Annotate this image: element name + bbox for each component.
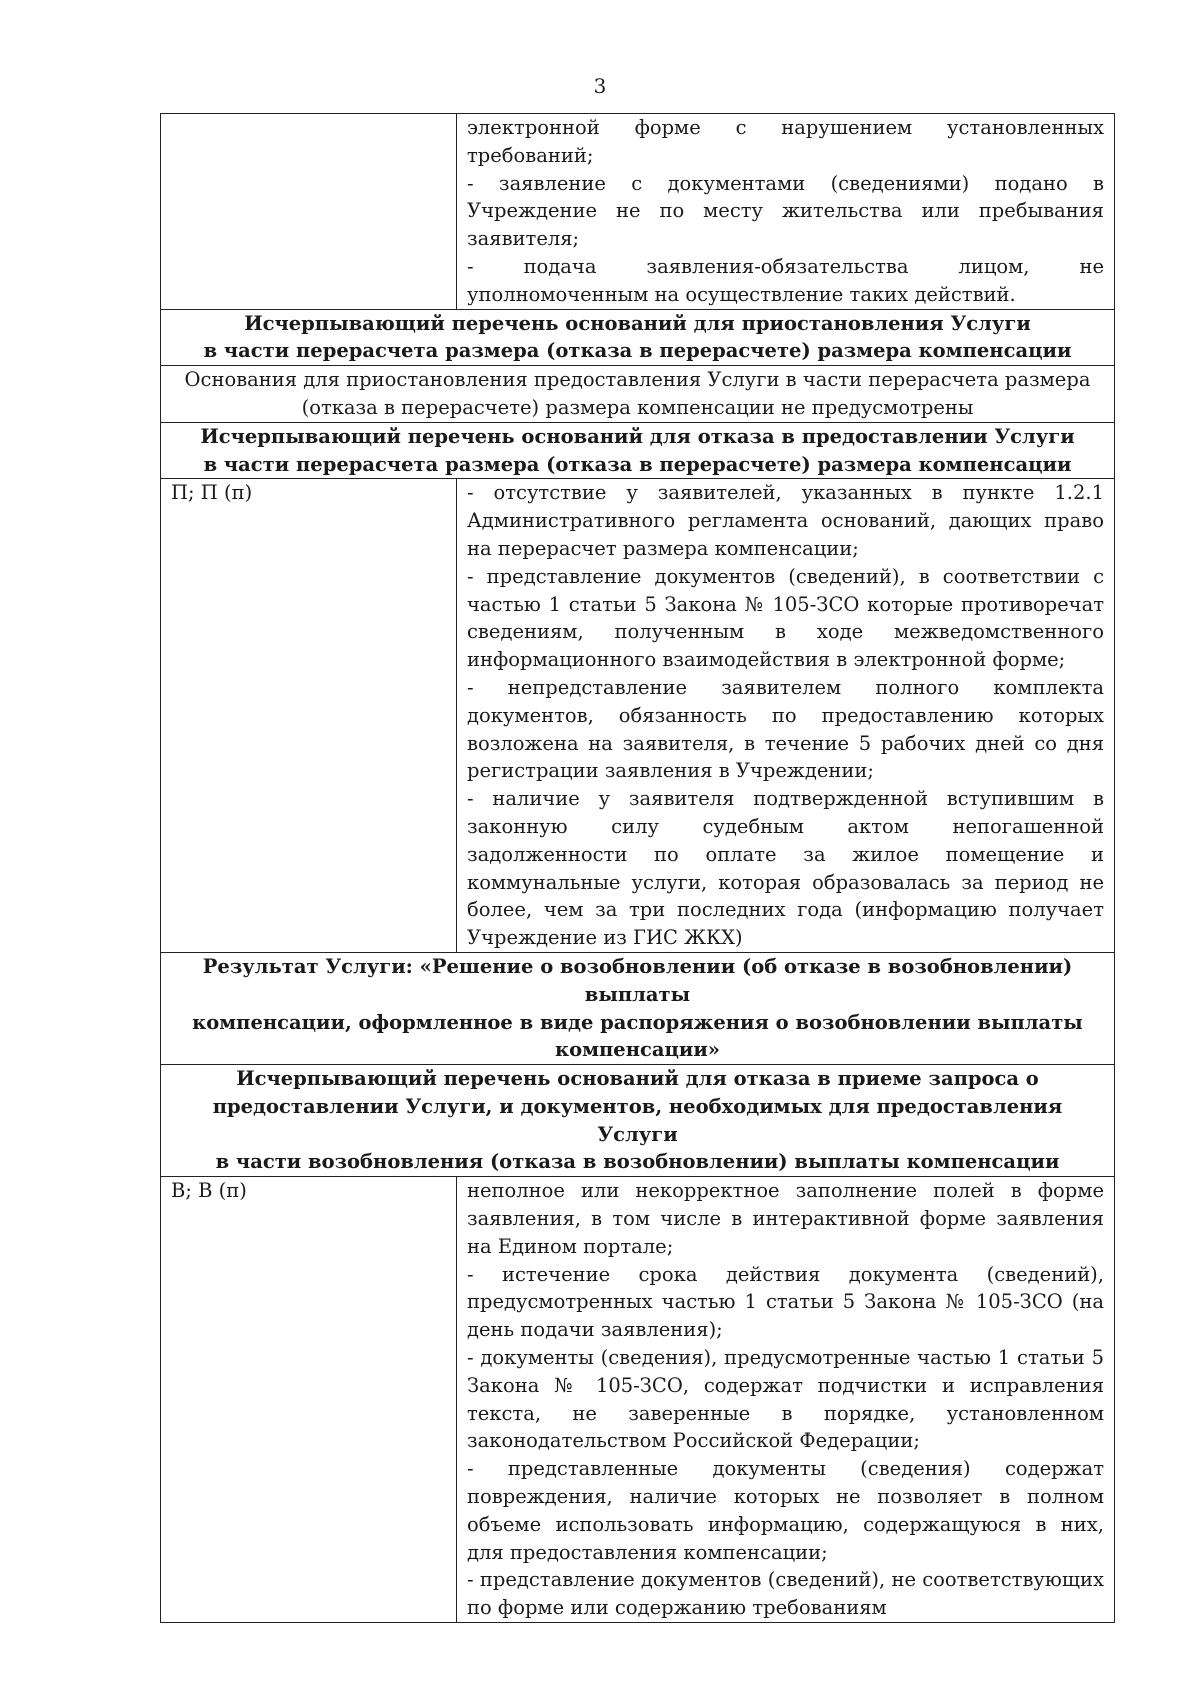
section-note-line: (отказа в перерасчете) размера компенсации не предусмотрены [301, 395, 974, 419]
table-row [161, 366, 1115, 423]
page-number: 3 [593, 74, 607, 98]
reason-item: - заявление с документами (сведениями) подано в Учреждение не по месту жительства или пребывания заявителя; [467, 171, 1104, 251]
table-row [161, 309, 1115, 366]
row-reasons-cell [457, 114, 1115, 310]
table-row [161, 1065, 1115, 1177]
table-row [161, 479, 1115, 953]
section-header-line: в части возобновления (отказа в возобновлении) выплаты компенсации [215, 1150, 1060, 1174]
reason-item: электронной форме с нарушением установленных требований; [467, 116, 1104, 167]
reason-item: - представление документов (сведений), в соответствии с частью 1 статьи 5 Закона № 105-ЗСО которые противоречат сведениям, полученным в ходе межведомственного информационного взаимодействия в электронной форме; [467, 564, 1104, 672]
reason-item: - представление документов (сведений), не соответствующих по форме или содержанию требованиям [467, 1568, 1104, 1620]
section-header [161, 422, 1115, 479]
section-header-line: Исчерпывающий перечень оснований для отказа в предоставлении Услуги [200, 424, 1075, 448]
row-code-cell: В; В (п) [161, 1177, 457, 1623]
section-note [161, 366, 1115, 423]
section-note-line: Основания для приостановления предоставления Услуги в части перерасчета размера [184, 368, 1091, 392]
row-reasons-cell [457, 479, 1115, 953]
section-header-line: в части перерасчета размера (отказа в перерасчете) размера компенсации [203, 452, 1072, 476]
section-header-line: Исчерпывающий перечень оснований для отказа в приеме запроса о [236, 1067, 1039, 1091]
reason-item: - непредставление заявителем полного комплекта документов, обязанность по предоставлению которых возложена на заявителя, в течение 5 рабочих дней со дня регистрации заявления в Учреждении; [467, 675, 1104, 783]
row-reasons-cell [457, 1177, 1115, 1623]
reason-item: неполное или некорректное заполнение полей в форме заявления, в том числе в интерактивной форме заявления на Едином портале; [467, 1179, 1104, 1258]
table-row [161, 1177, 1115, 1623]
table-row [161, 422, 1115, 479]
section-header-line: компенсации, оформленное в виде распоряжения о возобновлении выплаты [192, 1010, 1083, 1034]
reason-item: - отсутствие у заявителей, указанных в пункте 1.2.1 Административного регламента оснований, дающих право на перерасчет размера компенсации; [467, 481, 1104, 560]
table-row [161, 952, 1115, 1064]
section-header-line: компенсации» [554, 1038, 720, 1062]
document-table [160, 113, 1115, 1623]
row-code-cell [161, 114, 457, 310]
section-header-line: Результат Услуги: «Решение о возобновлении (об отказе в возобновлении) выплаты [202, 954, 1073, 1006]
reason-item: - подача заявления-обязательства лицом, не уполномоченным на осуществление таких действий. [467, 254, 1104, 306]
reason-item: - истечение срока действия документа (сведений), предусмотренных частью 1 статьи 5 Закона № 105-ЗСО (на день подачи заявления); [467, 1262, 1104, 1342]
reason-item: - документы (сведения), предусмотренные частью 1 статьи 5 Закона № 105-ЗСО, содержат подчистки и исправления текста, не заверенные в порядке, установленном законодательством Российской Федерации; [467, 1346, 1104, 1453]
section-header [161, 309, 1115, 366]
row-code-cell: П; П (п) [161, 479, 457, 953]
section-header [161, 1065, 1115, 1177]
reason-item: - наличие у заявителя подтвержденной вступившим в законную силу судебным актом непогашенной задолженности по оплате за жилое помещение и коммунальные услуги, которая образовалась за период не более, чем за три последних года (информацию получает Учреждение из ГИС ЖКХ) [467, 787, 1104, 950]
section-header [161, 952, 1115, 1064]
table-row [161, 114, 1115, 310]
section-header-line: Исчерпывающий перечень оснований для приостановления Услуги [244, 311, 1031, 335]
section-header-line: предоставлении Услуги, и документов, необходимых для предоставления Услуги [212, 1094, 1063, 1146]
section-header-line: в части перерасчета размера (отказа в перерасчете) размера компенсации [203, 339, 1072, 363]
reason-item: - представленные документы (сведения) содержат повреждения, наличие которых не позволяет в полном объеме использовать информацию, содержащуюся в них, для предоставления компенсации; [467, 1457, 1104, 1564]
